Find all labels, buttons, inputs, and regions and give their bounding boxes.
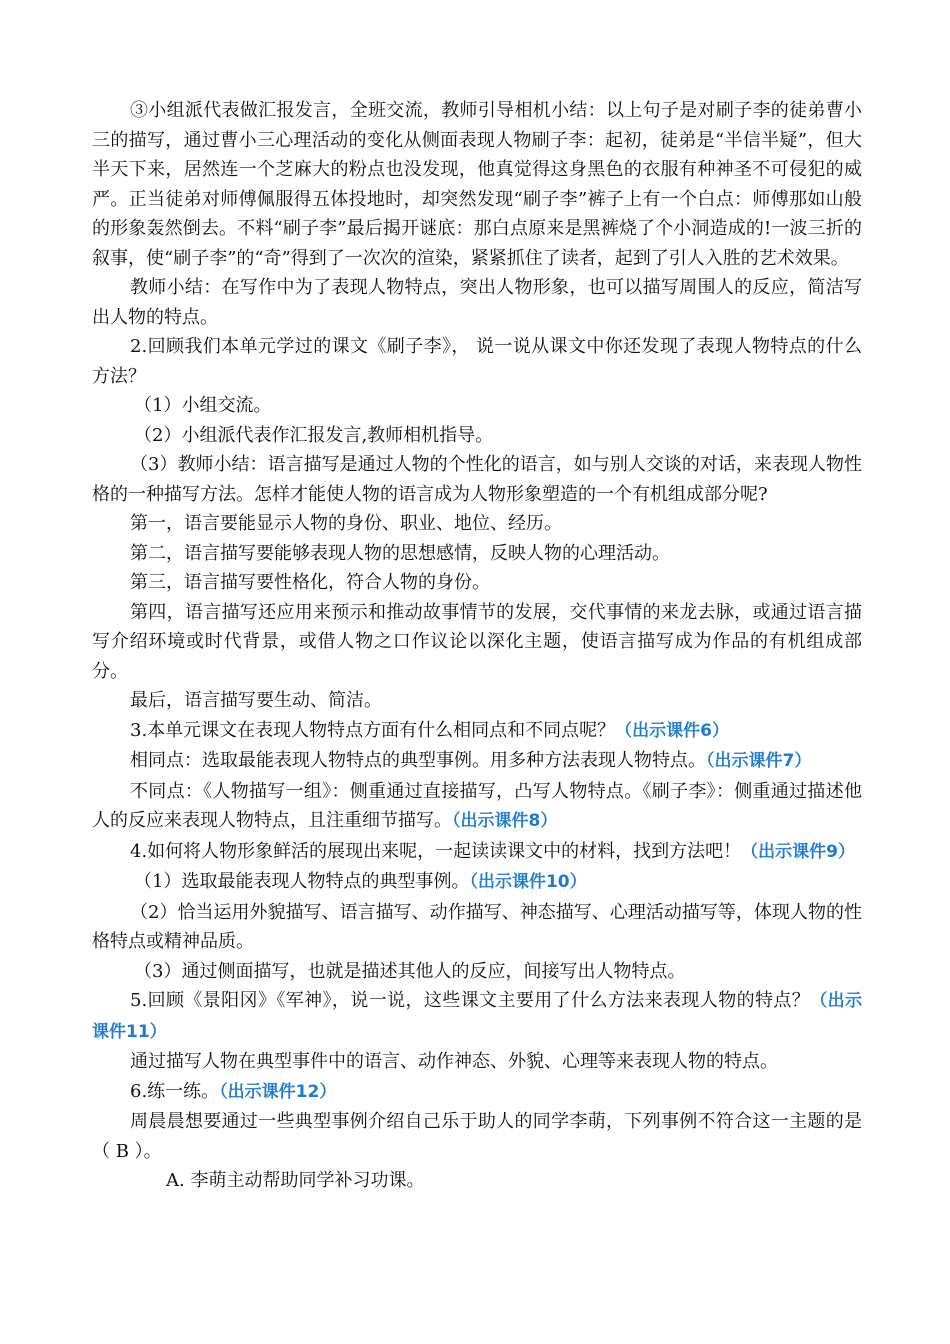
courseware-note: （出示课件12） [219,1081,337,1102]
paragraph-text: 不同点：《人物描写一组》：侧重通过直接描写，凸写人物特点。《刷子李》：侧重通过描述他人的反应来表现人物特点，且注重细节描写。 [92,780,862,831]
paragraph-text: （1）选取最能表现人物特点的典型事例。 [134,871,470,892]
paragraph-text: 第三，语言描写要性格化，符合人物的身份。 [130,572,490,593]
method-1 [92,867,862,898]
question-3 [92,716,862,747]
answer-5 [92,1047,862,1077]
similarities [92,746,862,777]
paragraph-text: 通过描写人物在典型事件中的语言、动作神态、外貌、心理等来表现人物的特点。 [130,1051,778,1072]
paragraph-text: 5.回顾《景阳冈》《军神》，说一说，这些课文主要用了什么方法来表现人物的特点？ [130,990,811,1011]
exercise-question [92,1107,862,1166]
courseware-note: （出示课件8） [452,811,558,831]
paragraph-text: 最后，语言描写要生动、简洁。 [130,690,382,711]
paragraph-text: 第四，语言描写还应用来预示和推动故事情节的发展，交代事情的来龙去脉，或通过语言描写介绍环境或时代背景，或借人物之口作议论以深化主题，使语言描写成为作品的有机组成部分。 [92,601,862,682]
paragraph-text: （2）小组派代表作汇报发言,教师相机指导。 [134,424,494,446]
paragraph-text: 第一，语言要能显示人物的身份、职业、地位、经历。 [130,513,562,534]
paragraph-text: A. 李萌主动帮助同学补习功课。 [166,1170,425,1191]
method-2 [92,898,862,957]
courseware-note: （出示课件7） [706,751,812,771]
paragraph-text: （3）教师小结：语言描写是通过人物的个性化的语言，如与别人交谈的对话，来表现人物性格的一种描写方法。怎样才能使人物的语言成为人物形象塑造的一个有机组成部分呢? [92,454,862,505]
step-3 [92,450,862,509]
paragraph-text: （2）恰当运用外貌描写、语言描写、动作描写、神态描写、心理活动描写等，体现人物的性格特点或精神品质。 [92,901,862,952]
paragraph-text: 3.本单元课文在表现人物特点方面有什么相同点和不同点呢？ [130,719,616,741]
paragraph-text: 相同点：选取最能表现人物特点的典型事例。用多种方法表现人物特点。 [130,750,706,771]
paragraph-text: 周晨晨想要通过一些典型事例介绍自己乐于助人的同学李萌，下列事例不符合这一主题的是（ B ）。 [92,1111,862,1162]
paragraph-text: ③小组派代表做汇报发言，全班交流，教师引导相机小结：以上句子是对刷子李的徒弟曹小三的描写，通过曹小三心理活动的变化从侧面表现人物刷子李：起初，徒弟是“半信半疑”，但大半天下来，居然连一个芝麻大的粉点也没发现，他真觉得这身黑色的衣服有种神圣不可侵犯的威严。正当徒弟对师傅佩服得五体投地时，却突然发现“刷子李”裤子上有一个白点：师傅那如山般的形象轰然倒去。不料“刷子李”最后揭开谜底：那白点原来是黑裤烧了个小洞造成的!一波三折的叙事，使“刷子李”的“奇”得到了一次次的渲染，紧紧抓住了读者，起到了引人入胜的艺术效果。 [92,100,862,269]
paragraph-group-report [92,96,862,273]
question-4 [92,837,862,868]
differences [92,777,862,837]
paragraph-text: 教师小结：在写作中为了表现人物特点，突出人物形象，也可以描写周围人的反应，简洁写出人物的特点。 [92,277,862,328]
paragraph-text: 2.回顾我们本单元学过的课文《刷子李》， 说一说从课文中你还发现了表现人物特点的什么方法？ [92,336,862,387]
courseware-note: （出示课件11） [92,991,863,1042]
choice-a [92,1166,862,1196]
paragraph-teacher-summary [92,273,862,332]
method-3 [92,957,862,987]
courseware-note: （出示课件6） [615,720,730,741]
step-1 [92,391,862,421]
exercise-6 [92,1077,862,1108]
point-third [92,568,862,598]
paragraph-text: （1）小组交流。 [134,395,272,416]
question-5 [92,986,862,1047]
point-second [92,539,862,569]
paragraph-text: 第二，语言描写要能够表现人物的思想感情，反映人物的心理活动。 [130,542,670,564]
point-last [92,686,862,716]
step-2 [92,421,862,451]
question-2 [92,332,862,391]
point-fourth [92,598,862,687]
paragraph-text: 6.练一练。 [130,1080,220,1102]
point-first [92,509,862,539]
courseware-note: （出示课件9） [741,841,856,862]
paragraph-text: （3）通过侧面描写，也就是描述其他人的反应，间接写出人物特点。 [134,960,686,982]
paragraph-text: 4.如何将人物形象鲜活的展现出来呢，一起读读课文中的材料，找到方法吧！ [130,840,742,862]
courseware-note: （出示课件10） [469,872,587,892]
